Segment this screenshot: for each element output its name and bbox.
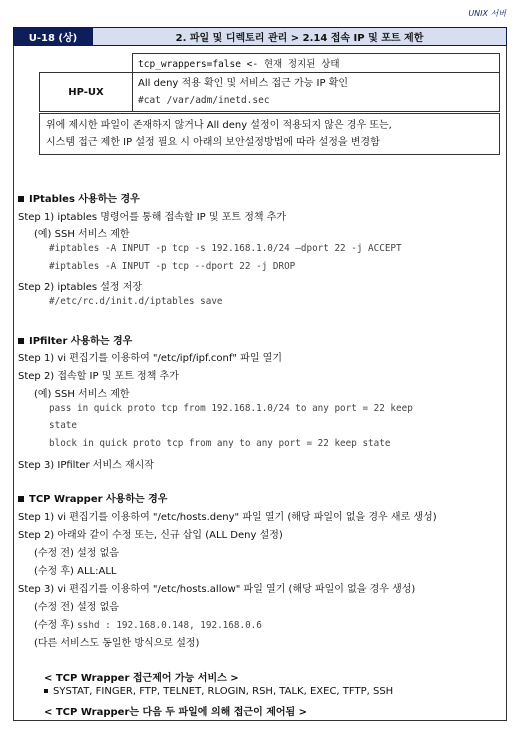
os-name: HP-UX [40, 73, 133, 112]
os-check-command: #cat /var/adm/inetd.sec [138, 95, 270, 106]
ipfilter-step2: Step 2) 접속할 IP 및 포트 정책 추가 [18, 371, 179, 382]
tcpwrapper-step2: Step 2) 아래와 같이 수정 또는, 신규 삽입 (ALL Deny 설정) [18, 530, 283, 541]
tcpwrapper-before-2: (수정 전) 설정 없음 [34, 602, 119, 613]
os-check-desc [133, 73, 500, 112]
check-note-line: 시스템 접근 제한 IP 설정 필요 시 아래의 보안설정방법에 따라 설정을 변경함 [46, 137, 380, 148]
ipfilter-step1: Step 1) vi 편집기를 이용하여 "/etc/ipf/ipf.conf" 파일 열기 [18, 353, 282, 364]
tcpwrapper-after-1: (수정 후) ALL:ALL [34, 566, 117, 577]
tcpwrapper-services-list: SYSTAT, FINGER, FTP, TELNET, RLOGIN, RSH, TALK, EXEC, TFTP, SSH [44, 686, 393, 697]
tcpwrapper-after-2: (수정 후) sshd : 192.168.0.148, 192.168.0.6 [34, 620, 262, 631]
iptables-step2: Step 2) iptables 설정 저장 [18, 282, 143, 293]
iptables-command-accept: #iptables -A INPUT -p tcp -s 192.168.1.0/24 —dport 22 -j ACCEPT [49, 243, 402, 254]
section-title-bar [13, 27, 507, 46]
iptables-example: (예) SSH 서비스 제한 [34, 229, 130, 240]
section-title: 2. 파일 및 디렉토리 관리 > 2.14 접속 IP 및 포트 제한 [92, 28, 506, 45]
tcpwrapper-services-title: < TCP Wrapper 접근제어 가능 서비스 > [44, 673, 239, 684]
check-note-box [39, 113, 500, 155]
iptables-heading: IPtables 사용하는 경우 [18, 190, 140, 205]
square-bullet-icon [18, 496, 24, 502]
iptables-command-save: #/etc/rc.d/init.d/iptables save [49, 296, 223, 307]
tcpwrapper-other-note: (다른 서비스도 동일한 방식으로 설정) [34, 638, 200, 649]
square-bullet-icon [18, 338, 24, 344]
ipfilter-pass-rule: pass in quick proto tcp from 192.168.1.0/24 to any port = 22 keep [49, 403, 413, 414]
check-note-line: 위에 제시한 파일이 존재하지 않거나 All deny 설정이 적용되지 않은 경우 또는, [46, 120, 392, 131]
bullet-icon [44, 689, 48, 693]
document-category-label: UNIX 서버 [468, 9, 506, 18]
hosts-allow-entry: sshd : 192.168.0.148, 192.168.0.6 [77, 620, 262, 631]
ipfilter-step3: Step 3) IPfilter 서비스 재시작 [18, 460, 154, 471]
check-method-table [39, 53, 500, 112]
item-id-badge: U-18 (상) [14, 28, 92, 45]
ipfilter-pass-rule-cont: state [49, 420, 77, 431]
ipfilter-heading: IPfilter 사용하는 경우 [18, 332, 132, 347]
ipfilter-example: (예) SSH 서비스 제한 [34, 389, 130, 400]
iptables-command-drop: #iptables -A INPUT -p tcp --dport 22 -j DROP [49, 261, 296, 272]
tcpwrapper-control-title: < TCP Wrapper는 다음 두 파일에 의해 접근이 제어됨 > [44, 707, 308, 718]
square-bullet-icon [18, 196, 24, 202]
tcpwrapper-heading: TCP Wrapper 사용하는 경우 [18, 490, 167, 505]
tcpwrapper-step3: Step 3) vi 편집기를 이용하여 "/etc/hosts.allow" 파일 열기 (해당 파일이 없을 경우 생성) [18, 584, 416, 595]
tcp-wrappers-status: tcp_wrappers=false <- 현재 정지된 상태 [133, 54, 500, 73]
tcpwrapper-before-1: (수정 전) 설정 없음 [34, 548, 119, 559]
ipfilter-block-rule: block in quick proto tcp from any to any port = 22 keep state [49, 438, 391, 449]
os-check-line: All deny 적용 확인 및 서비스 접근 가능 IP 확인 [138, 78, 348, 89]
tcpwrapper-step1: Step 1) vi 편집기를 이용하여 "/etc/hosts.deny" 파일 열기 (해당 파일이 없을 경우 새로 생성) [18, 512, 437, 523]
iptables-step1: Step 1) iptables 명령어를 통해 접속할 IP 및 포트 정책 추가 [18, 212, 287, 223]
